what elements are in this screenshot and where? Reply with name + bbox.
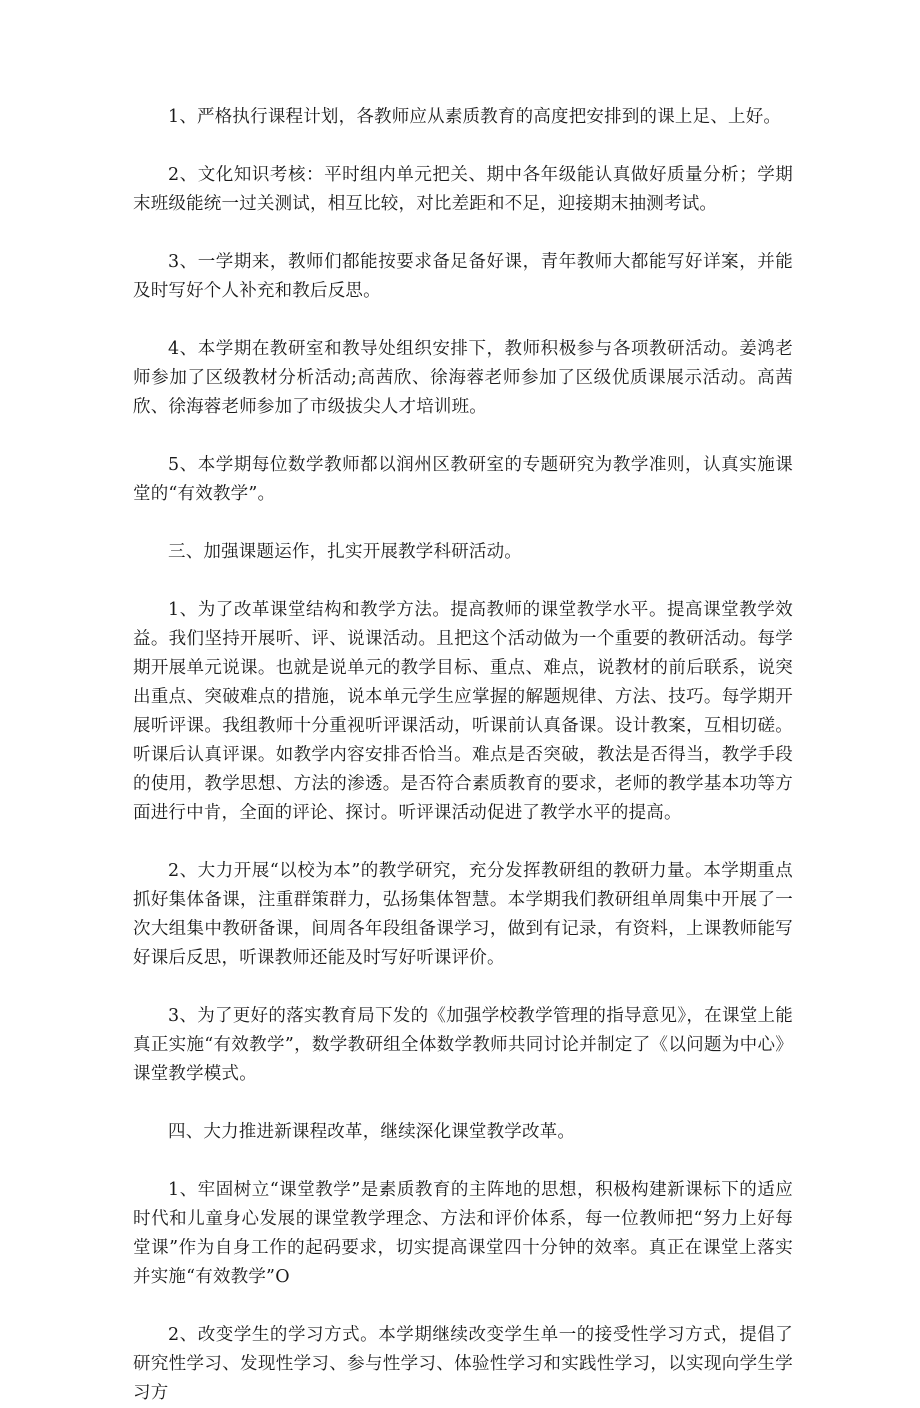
paragraph-5: 5、本学期每位数学教师都以润州区教研室的专题研究为教学准则，认真实施课堂的“有效教学”。	[133, 455, 793, 504]
paragraph-gap	[133, 1292, 793, 1321]
section-heading-3: 三、加强课题运作，扎实开展教学科研活动。	[168, 542, 522, 562]
paragraph-gap	[133, 1089, 793, 1118]
paragraph-4: 4、本学期在教研室和教导处组织安排下，教师积极参与各项教研活动。姜鸿老师参加了区级教材分析活动;高茜欣、徐海蓉老师参加了区级优质课展示活动。高茜欣、徐海蓉老师参加了市级拔尖人才培训班。	[133, 339, 793, 417]
paragraph-gap	[133, 219, 793, 248]
paragraph-gap	[133, 509, 793, 538]
paragraph-7: 2、大力开展“以校为本”的教学研究，充分发挥教研组的教研力量。本学期重点抓好集体备课，注重群策群力，弘扬集体智慧。本学期我们教研组单周集中开展了一次大组集中教研备课，间周各年段组备课学习，做到有记录，有资料，上课教师能写好课后反思，听课教师还能及时写好听课评价。	[133, 861, 793, 968]
paragraph-2: 2、文化知识考核：平时组内单元把关、期中各年级能认真做好质量分析；学期末班级能统一过关测试，相互比较，对比差距和不足，迎接期末抽测考试。	[133, 165, 793, 214]
paragraph-10: 2、改变学生的学习方式。本学期继续改变学生单一的接受性学习方式，提倡了研究性学习、发现性学习、参与性学习、体验性学习和实践性学习，以实现向学生学习方	[133, 1325, 793, 1403]
paragraph-gap	[133, 422, 793, 451]
paragraph-gap	[133, 973, 793, 1002]
paragraph-6: 1、为了改革课堂结构和教学方法。提高教师的课堂教学水平。提高课堂教学效益。我们坚持开展听、评、说课活动。且把这个活动做为一个重要的教研活动。每学期开展单元说课。也就是说单元的教学目标、重点、难点，说教材的前后联系，说突出重点、突破难点的措施，说本单元学生应掌握的解题规律、方法、技巧。每学期开展听评课。我组教师十分重视听评课活动，听课前认真备课。设计教案，互相切磋。听课后认真评课。如教学内容安排否恰当。难点是否突破，教法是否得当，教学手段的使用，教学思想、方法的渗透。是否符合素质教育的要求，老师的教学基本功等方面进行中肯，全面的评论、探讨。听评课活动促进了教学水平的提高。	[133, 600, 793, 823]
paragraph-gap	[133, 132, 793, 161]
paragraph-3: 3、一学期来，教师们都能按要求备足备好课，青年教师大都能写好详案，并能及时写好个人补充和教后反思。	[133, 252, 793, 301]
section-heading-4: 四、大力推进新课程改革，继续深化课堂教学改革。	[168, 1122, 576, 1142]
paragraph-gap	[133, 1147, 793, 1176]
paragraph-9: 1、牢固树立“课堂教学”是素质教育的主阵地的思想，积极构建新课标下的适应时代和儿童身心发展的课堂教学理念、方法和评价体系，每一位教师把“努力上好每堂课”作为自身工作的起码要求，切实提高课堂四十分钟的效率。真正在课堂上落实并实施“有效教学”O	[133, 1180, 793, 1287]
paragraph-8: 3、为了更好的落实教育局下发的《加强学校教学管理的指导意见》，在课堂上能真正实施“有效教学”，数学教研组全体数学教师共同讨论并制定了《以问题为中心》课堂教学模式。	[133, 1006, 793, 1084]
paragraph-1: 1、严格执行课程计划，各教师应从素质教育的高度把安排到的课上足、上好。	[168, 107, 782, 127]
paragraph-gap	[133, 567, 793, 596]
document-body	[133, 103, 793, 1408]
paragraph-gap	[133, 306, 793, 335]
paragraph-gap	[133, 828, 793, 857]
